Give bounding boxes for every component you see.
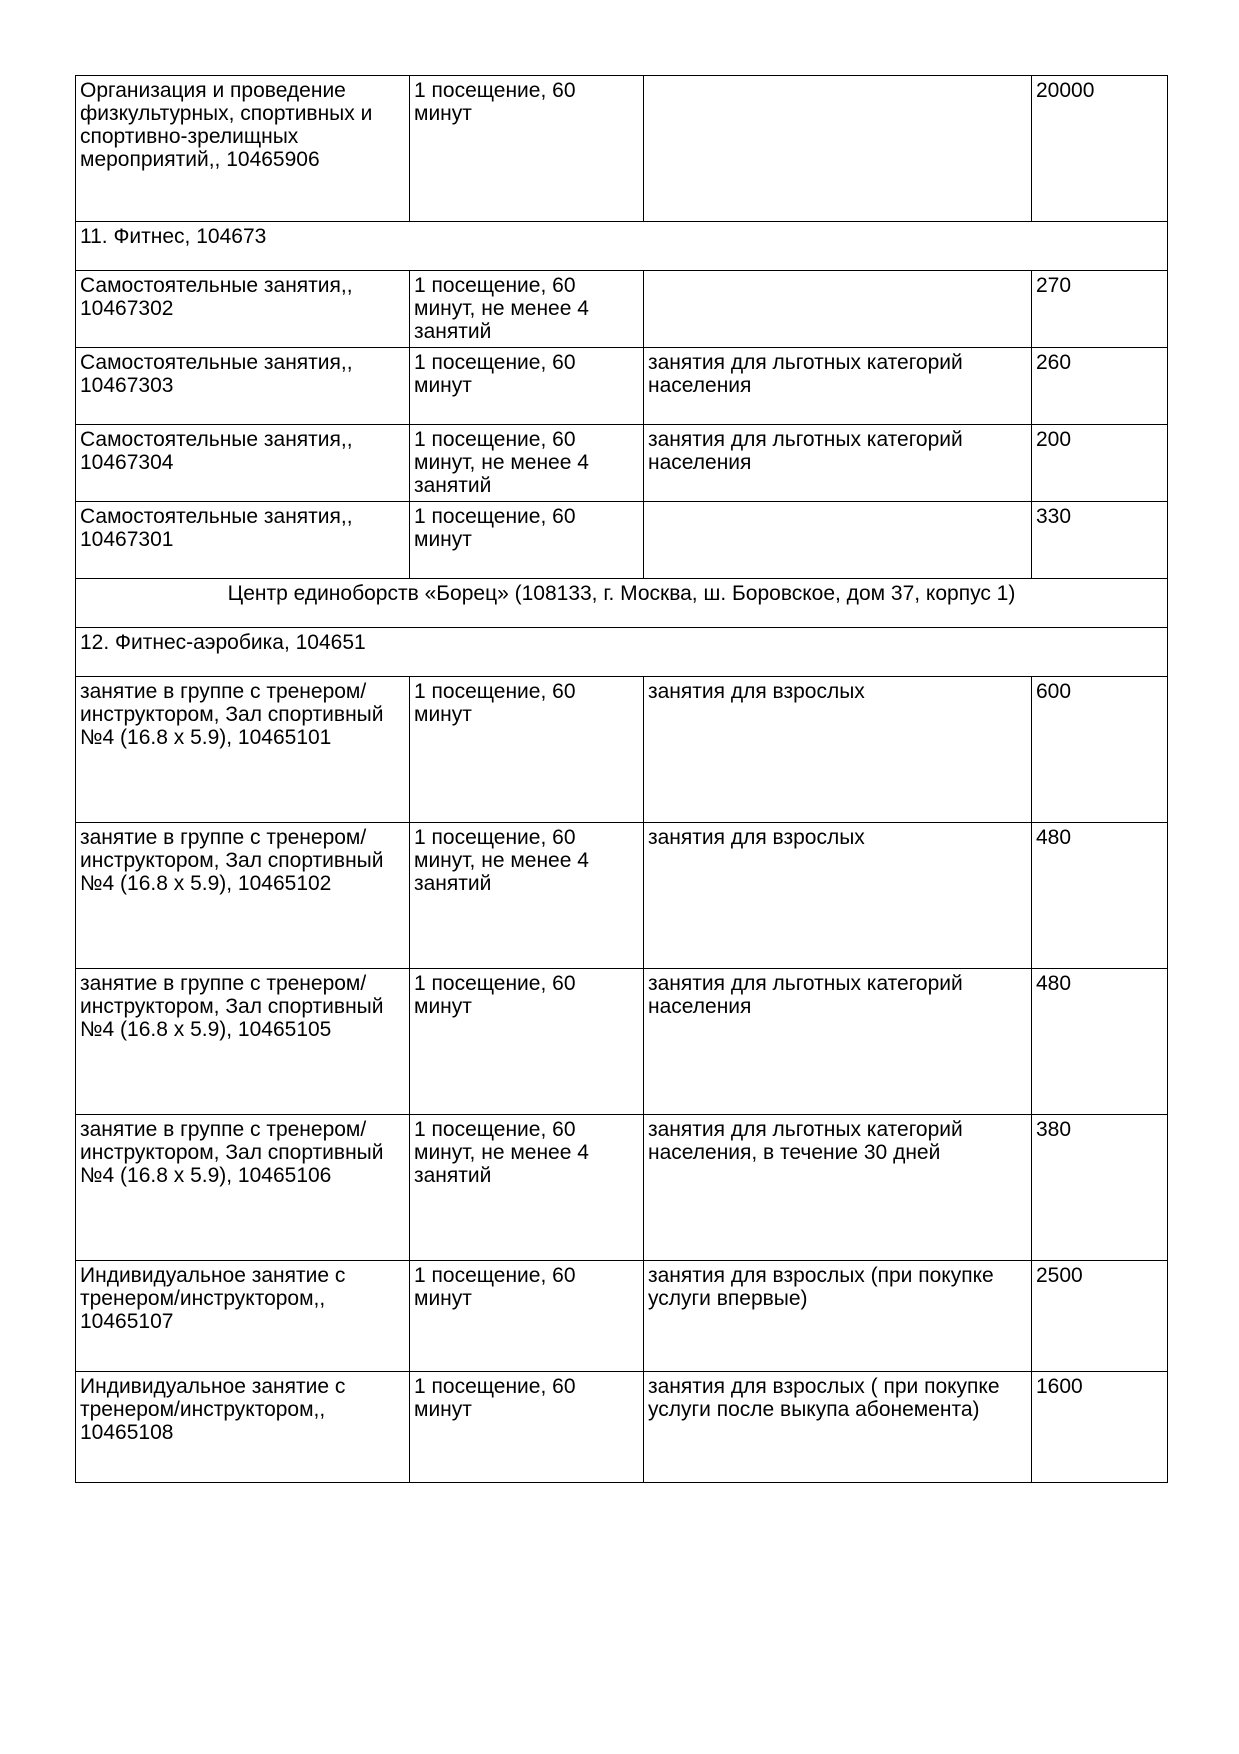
service-unit: 1 посещение, 60 минут xyxy=(410,1372,644,1483)
table-row xyxy=(76,677,1168,823)
service-name: занятие в группе с тренером/инструктором, Зал спортивный №4 (16.8 х 5.9), 10465106 xyxy=(76,1115,410,1261)
service-price: 270 xyxy=(1032,271,1168,348)
service-note: занятия для льготных категорий населения, в течение 30 дней xyxy=(644,1115,1032,1261)
service-price: 330 xyxy=(1032,502,1168,579)
center-row xyxy=(76,579,1168,628)
service-unit: 1 посещение, 60 минут, не менее 4 занятий xyxy=(410,271,644,348)
service-unit: 1 посещение, 60 минут xyxy=(410,502,644,579)
service-note xyxy=(644,76,1032,222)
service-price: 480 xyxy=(1032,823,1168,969)
service-unit: 1 посещение, 60 минут xyxy=(410,677,644,823)
table-row xyxy=(76,76,1168,222)
table-row xyxy=(76,969,1168,1115)
section-row xyxy=(76,222,1168,271)
service-name: занятие в группе с тренером/инструктором, Зал спортивный №4 (16.8 х 5.9), 10465102 xyxy=(76,823,410,969)
service-name: Организация и проведение физкультурных, спортивных и спортивно-зрелищных мероприятий,, 10465906 xyxy=(76,76,410,222)
service-price: 380 xyxy=(1032,1115,1168,1261)
section-title: 12. Фитнес-аэробика, 104651 xyxy=(76,628,1168,677)
venue-title: Центр единоборств «Борец» (108133, г. Москва, ш. Боровское, дом 37, корпус 1) xyxy=(76,579,1168,628)
table-row xyxy=(76,271,1168,348)
price-table xyxy=(75,75,1168,1483)
service-unit: 1 посещение, 60 минут xyxy=(410,1261,644,1372)
service-note: занятия для взрослых xyxy=(644,677,1032,823)
service-name: Индивидуальное занятие с тренером/инструктором,, 10465108 xyxy=(76,1372,410,1483)
service-unit: 1 посещение, 60 минут xyxy=(410,76,644,222)
service-name: Самостоятельные занятия,, 10467303 xyxy=(76,348,410,425)
service-name: Самостоятельные занятия,, 10467304 xyxy=(76,425,410,502)
service-unit: 1 посещение, 60 минут, не менее 4 занятий xyxy=(410,823,644,969)
table-row xyxy=(76,1261,1168,1372)
service-price: 200 xyxy=(1032,425,1168,502)
service-note: занятия для взрослых ( при покупке услуги после выкупа абонемента) xyxy=(644,1372,1032,1483)
table-row xyxy=(76,823,1168,969)
service-name: Самостоятельные занятия,, 10467302 xyxy=(76,271,410,348)
table-row xyxy=(76,348,1168,425)
service-unit: 1 посещение, 60 минут xyxy=(410,348,644,425)
table-row xyxy=(76,425,1168,502)
service-note: занятия для взрослых xyxy=(644,823,1032,969)
service-unit: 1 посещение, 60 минут xyxy=(410,969,644,1115)
service-name: занятие в группе с тренером/инструктором, Зал спортивный №4 (16.8 х 5.9), 10465101 xyxy=(76,677,410,823)
section-row xyxy=(76,628,1168,677)
table-row xyxy=(76,502,1168,579)
service-price: 20000 xyxy=(1032,76,1168,222)
service-unit: 1 посещение, 60 минут, не менее 4 занятий xyxy=(410,425,644,502)
service-price: 2500 xyxy=(1032,1261,1168,1372)
service-note xyxy=(644,271,1032,348)
service-name: Самостоятельные занятия,, 10467301 xyxy=(76,502,410,579)
table-row xyxy=(76,1115,1168,1261)
service-price: 1600 xyxy=(1032,1372,1168,1483)
service-price: 480 xyxy=(1032,969,1168,1115)
service-note xyxy=(644,502,1032,579)
service-note: занятия для взрослых (при покупке услуги впервые) xyxy=(644,1261,1032,1372)
service-name: Индивидуальное занятие с тренером/инструктором,, 10465107 xyxy=(76,1261,410,1372)
service-price: 600 xyxy=(1032,677,1168,823)
table-row xyxy=(76,1372,1168,1483)
section-title: 11. Фитнес, 104673 xyxy=(76,222,1168,271)
service-price: 260 xyxy=(1032,348,1168,425)
service-note: занятия для льготных категорий населения xyxy=(644,348,1032,425)
service-name: занятие в группе с тренером/инструктором, Зал спортивный №4 (16.8 х 5.9), 10465105 xyxy=(76,969,410,1115)
service-note: занятия для льготных категорий населения xyxy=(644,425,1032,502)
service-note: занятия для льготных категорий населения xyxy=(644,969,1032,1115)
service-unit: 1 посещение, 60 минут, не менее 4 занятий xyxy=(410,1115,644,1261)
